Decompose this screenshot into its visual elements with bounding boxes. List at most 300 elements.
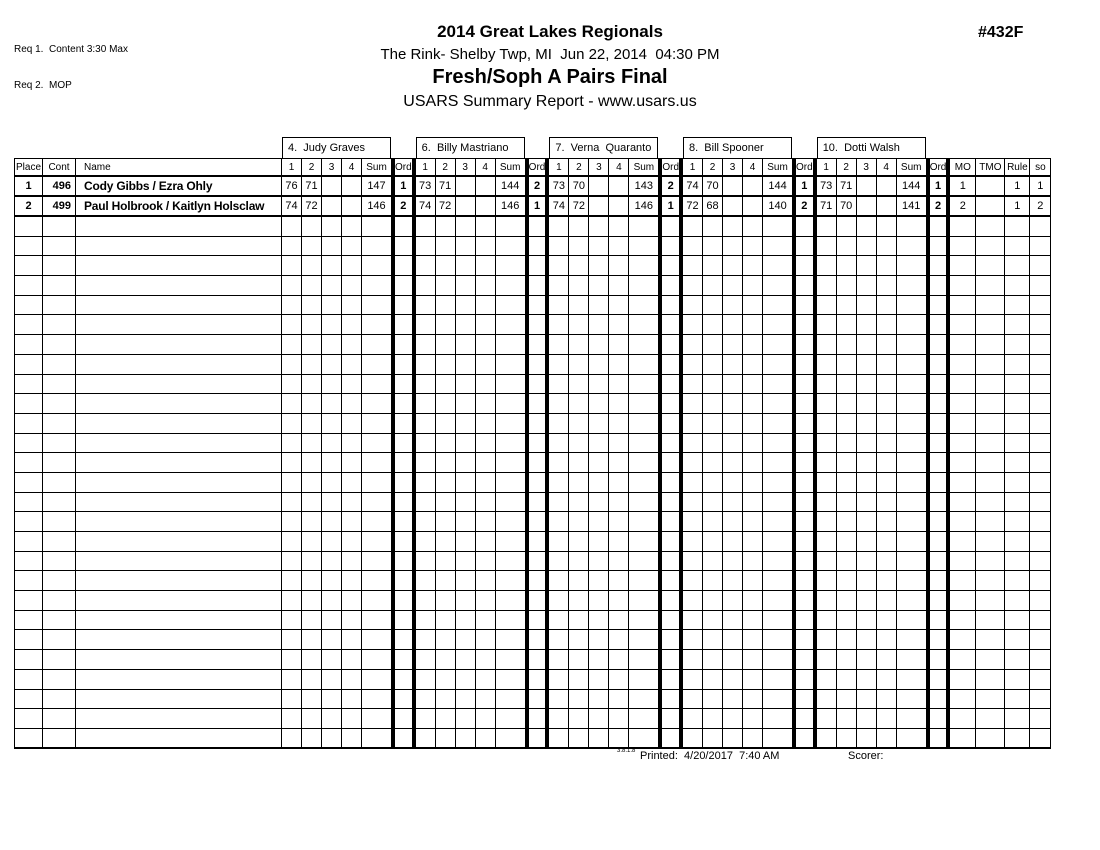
empty-ord-cell [926, 394, 951, 414]
empty-name-cell [76, 394, 282, 414]
empty-score-cell [723, 552, 743, 572]
empty-score-cell [476, 552, 496, 572]
judge-ord-gap [792, 137, 817, 158]
empty-sum-cell [362, 217, 391, 237]
empty-score-cell [302, 512, 322, 532]
empty-mo-cell [950, 315, 976, 335]
judge-name-header: 10. Dotti Walsh [817, 137, 926, 158]
empty-name-cell [76, 532, 282, 552]
ord-cell: 2 [926, 197, 951, 217]
empty-score-cell [416, 375, 436, 395]
empty-score-cell [857, 571, 877, 591]
empty-ord-cell [792, 552, 817, 572]
empty-score-cell [322, 571, 342, 591]
empty-name-cell [76, 729, 282, 749]
empty-so-cell [1030, 650, 1051, 670]
empty-place-cell [14, 355, 43, 375]
empty-score-cell [857, 414, 877, 434]
empty-score-cell [569, 591, 589, 611]
empty-sum-cell [362, 552, 391, 572]
empty-score-cell [723, 276, 743, 296]
empty-score-cell [456, 591, 476, 611]
empty-score-cell [416, 552, 436, 572]
empty-sum-cell [897, 591, 926, 611]
empty-so-cell [1030, 434, 1051, 454]
empty-name-cell [76, 690, 282, 710]
empty-ord-cell [658, 473, 683, 493]
empty-ord-cell [926, 276, 951, 296]
empty-row [14, 296, 1051, 316]
empty-score-cell [282, 315, 302, 335]
empty-score-cell [549, 552, 569, 572]
empty-score-cell [609, 217, 629, 237]
empty-score-cell [609, 709, 629, 729]
empty-score-cell [302, 571, 322, 591]
empty-score-cell [703, 375, 723, 395]
empty-sum-cell [496, 532, 525, 552]
empty-score-cell [703, 217, 723, 237]
empty-score-cell [703, 414, 723, 434]
empty-ord-cell [391, 414, 416, 434]
empty-score-cell [589, 650, 609, 670]
score-cell [743, 197, 763, 217]
empty-mo-cell [950, 591, 976, 611]
empty-score-cell [302, 453, 322, 473]
empty-score-cell [282, 355, 302, 375]
empty-score-cell [857, 729, 877, 749]
empty-score-cell [609, 630, 629, 650]
score-cell: 72 [683, 197, 703, 217]
empty-score-cell [857, 670, 877, 690]
empty-score-cell [282, 394, 302, 414]
empty-score-cell [743, 335, 763, 355]
empty-score-cell [342, 335, 362, 355]
score-cell [723, 197, 743, 217]
empty-score-cell [743, 512, 763, 532]
empty-score-cell [476, 394, 496, 414]
ord-cell: 1 [926, 177, 951, 197]
empty-score-cell [456, 256, 476, 276]
place-cell: 1 [14, 177, 43, 197]
empty-cont-cell [43, 552, 76, 572]
empty-ord-cell [792, 729, 817, 749]
empty-sum-cell [897, 512, 926, 532]
empty-tmo-cell [976, 611, 1005, 631]
score-cell: 68 [703, 197, 723, 217]
empty-so-cell [1030, 611, 1051, 631]
empty-ord-cell [926, 237, 951, 257]
empty-score-cell [302, 217, 322, 237]
empty-sum-cell [897, 729, 926, 749]
empty-mo-cell [950, 434, 976, 454]
sum-cell: 144 [763, 177, 792, 197]
empty-so-cell [1030, 217, 1051, 237]
empty-row [14, 276, 1051, 296]
empty-sum-cell [362, 276, 391, 296]
empty-sum-cell [496, 414, 525, 434]
col-header-4: 4 [476, 158, 496, 177]
empty-sum-cell [629, 571, 658, 591]
empty-row [14, 532, 1051, 552]
empty-ord-cell [792, 394, 817, 414]
empty-score-cell [683, 670, 703, 690]
empty-score-cell [342, 571, 362, 591]
empty-ord-cell [792, 611, 817, 631]
ord-cell: 1 [658, 197, 683, 217]
version-text: 3.8.1.8 [617, 748, 636, 754]
empty-tmo-cell [976, 414, 1005, 434]
empty-cont-cell [43, 532, 76, 552]
empty-ord-cell [391, 473, 416, 493]
rule-cell: 1 [1005, 197, 1030, 217]
empty-score-cell [743, 493, 763, 513]
empty-score-cell [589, 512, 609, 532]
empty-score-cell [837, 276, 857, 296]
empty-score-cell [817, 512, 837, 532]
empty-score-cell [569, 315, 589, 335]
empty-score-cell [302, 375, 322, 395]
empty-cont-cell [43, 709, 76, 729]
empty-score-cell [569, 237, 589, 257]
empty-sum-cell [629, 630, 658, 650]
empty-sum-cell [897, 630, 926, 650]
empty-score-cell [322, 355, 342, 375]
empty-name-cell [76, 335, 282, 355]
empty-ord-cell [391, 512, 416, 532]
empty-sum-cell [362, 296, 391, 316]
empty-score-cell [703, 512, 723, 532]
score-cell: 71 [817, 197, 837, 217]
score-cell: 74 [416, 197, 436, 217]
empty-ord-cell [391, 276, 416, 296]
empty-score-cell [282, 493, 302, 513]
empty-score-cell [743, 591, 763, 611]
empty-ord-cell [525, 237, 550, 257]
empty-place-cell [14, 630, 43, 650]
empty-score-cell [723, 296, 743, 316]
empty-score-cell [857, 512, 877, 532]
empty-score-cell [282, 434, 302, 454]
score-cell [857, 197, 877, 217]
empty-score-cell [683, 473, 703, 493]
empty-sum-cell [496, 571, 525, 591]
judge-name-header: 4. Judy Graves [282, 137, 391, 158]
empty-rule-cell [1005, 473, 1030, 493]
empty-score-cell [683, 571, 703, 591]
empty-place-cell [14, 276, 43, 296]
empty-score-cell [476, 729, 496, 749]
empty-score-cell [569, 611, 589, 631]
empty-sum-cell [897, 611, 926, 631]
empty-rule-cell [1005, 709, 1030, 729]
empty-sum-cell [629, 611, 658, 631]
empty-score-cell [436, 630, 456, 650]
empty-so-cell [1030, 493, 1051, 513]
empty-place-cell [14, 256, 43, 276]
empty-score-cell [589, 296, 609, 316]
empty-row [14, 217, 1051, 237]
empty-sum-cell [629, 237, 658, 257]
empty-place-cell [14, 650, 43, 670]
empty-cont-cell [43, 512, 76, 532]
empty-score-cell [589, 217, 609, 237]
empty-mo-cell [950, 493, 976, 513]
empty-sum-cell [763, 670, 792, 690]
cont-cell: 499 [43, 197, 76, 217]
empty-rule-cell [1005, 394, 1030, 414]
empty-place-cell [14, 414, 43, 434]
empty-sum-cell [763, 256, 792, 276]
empty-score-cell [302, 552, 322, 572]
empty-sum-cell [763, 709, 792, 729]
empty-cont-cell [43, 276, 76, 296]
score-cell [476, 177, 496, 197]
empty-tmo-cell [976, 434, 1005, 454]
empty-sum-cell [362, 709, 391, 729]
empty-row [14, 394, 1051, 414]
empty-score-cell [589, 394, 609, 414]
empty-score-cell [817, 296, 837, 316]
empty-mo-cell [950, 650, 976, 670]
empty-mo-cell [950, 630, 976, 650]
score-cell [456, 177, 476, 197]
empty-score-cell [683, 591, 703, 611]
empty-score-cell [817, 394, 837, 414]
empty-sum-cell [763, 493, 792, 513]
empty-cont-cell [43, 375, 76, 395]
empty-ord-cell [391, 591, 416, 611]
empty-rule-cell [1005, 690, 1030, 710]
empty-score-cell [857, 237, 877, 257]
empty-so-cell [1030, 709, 1051, 729]
empty-sum-cell [496, 512, 525, 532]
empty-score-cell [743, 453, 763, 473]
empty-score-cell [476, 690, 496, 710]
col-header-cont: Cont [43, 158, 76, 177]
empty-cont-cell [43, 473, 76, 493]
empty-score-cell [456, 552, 476, 572]
empty-score-cell [857, 611, 877, 631]
empty-sum-cell [362, 414, 391, 434]
empty-sum-cell [629, 434, 658, 454]
title-block [0, 22, 1100, 111]
empty-score-cell [743, 414, 763, 434]
empty-sum-cell [362, 690, 391, 710]
empty-tmo-cell [976, 375, 1005, 395]
score-cell: 71 [436, 177, 456, 197]
empty-score-cell [569, 473, 589, 493]
empty-score-cell [549, 709, 569, 729]
empty-cont-cell [43, 729, 76, 749]
empty-score-cell [282, 256, 302, 276]
empty-score-cell [569, 434, 589, 454]
empty-sum-cell [496, 473, 525, 493]
empty-ord-cell [391, 355, 416, 375]
empty-score-cell [723, 591, 743, 611]
empty-tmo-cell [976, 630, 1005, 650]
empty-name-cell [76, 571, 282, 591]
so-cell: 1 [1030, 177, 1051, 197]
empty-place-cell [14, 453, 43, 473]
empty-ord-cell [926, 473, 951, 493]
col-header-sum: Sum [763, 158, 792, 177]
empty-score-cell [569, 552, 589, 572]
empty-ord-cell [525, 276, 550, 296]
empty-score-cell [302, 434, 322, 454]
empty-score-cell [837, 611, 857, 631]
empty-sum-cell [897, 355, 926, 375]
judge-ord-gap [391, 137, 416, 158]
empty-score-cell [302, 591, 322, 611]
empty-ord-cell [391, 256, 416, 276]
empty-so-cell [1030, 630, 1051, 650]
empty-sum-cell [763, 571, 792, 591]
empty-score-cell [609, 473, 629, 493]
empty-score-cell [743, 473, 763, 493]
empty-score-cell [857, 532, 877, 552]
empty-name-cell [76, 611, 282, 631]
empty-score-cell [282, 591, 302, 611]
empty-score-cell [456, 315, 476, 335]
empty-score-cell [416, 611, 436, 631]
empty-ord-cell [658, 296, 683, 316]
empty-score-cell [743, 394, 763, 414]
empty-ord-cell [658, 650, 683, 670]
empty-cont-cell [43, 296, 76, 316]
empty-cont-cell [43, 315, 76, 335]
empty-score-cell [569, 355, 589, 375]
empty-score-cell [877, 256, 897, 276]
empty-score-cell [416, 335, 436, 355]
empty-sum-cell [897, 453, 926, 473]
empty-score-cell [282, 611, 302, 631]
empty-cont-cell [43, 650, 76, 670]
empty-ord-cell [525, 256, 550, 276]
empty-sum-cell [629, 729, 658, 749]
score-cell: 72 [302, 197, 322, 217]
ord-cell: 1 [525, 197, 550, 217]
empty-score-cell [877, 473, 897, 493]
empty-score-cell [302, 493, 322, 513]
empty-row [14, 434, 1051, 454]
empty-ord-cell [391, 552, 416, 572]
empty-ord-cell [391, 532, 416, 552]
empty-score-cell [322, 375, 342, 395]
empty-score-cell [837, 512, 857, 532]
empty-score-cell [569, 394, 589, 414]
empty-score-cell [837, 434, 857, 454]
score-cell [877, 197, 897, 217]
empty-score-cell [322, 414, 342, 434]
empty-sum-cell [362, 453, 391, 473]
empty-sum-cell [897, 493, 926, 513]
empty-ord-cell [926, 355, 951, 375]
empty-rule-cell [1005, 630, 1030, 650]
empty-score-cell [703, 729, 723, 749]
req-line-2: Req 2. MOP [14, 80, 72, 91]
judge-name-header: 7. Verna Quaranto [549, 137, 658, 158]
empty-score-cell [342, 532, 362, 552]
empty-score-cell [569, 453, 589, 473]
empty-score-cell [436, 729, 456, 749]
empty-score-cell [817, 414, 837, 434]
empty-row [14, 729, 1051, 749]
empty-score-cell [416, 512, 436, 532]
empty-row [14, 256, 1051, 276]
empty-ord-cell [525, 650, 550, 670]
empty-ord-cell [792, 256, 817, 276]
empty-score-cell [857, 630, 877, 650]
empty-ord-cell [658, 512, 683, 532]
empty-ord-cell [658, 453, 683, 473]
empty-score-cell [282, 473, 302, 493]
empty-score-cell [549, 414, 569, 434]
empty-score-cell [877, 552, 897, 572]
empty-rule-cell [1005, 670, 1030, 690]
empty-score-cell [683, 414, 703, 434]
empty-ord-cell [658, 532, 683, 552]
empty-sum-cell [763, 611, 792, 631]
empty-ord-cell [391, 690, 416, 710]
empty-score-cell [743, 690, 763, 710]
col-header-1: 1 [416, 158, 436, 177]
empty-tmo-cell [976, 552, 1005, 572]
empty-sum-cell [629, 690, 658, 710]
empty-score-cell [589, 276, 609, 296]
empty-name-cell [76, 355, 282, 375]
empty-score-cell [589, 690, 609, 710]
empty-name-cell [76, 237, 282, 257]
empty-score-cell [589, 729, 609, 749]
ord-cell: 2 [525, 177, 550, 197]
score-cell: 73 [817, 177, 837, 197]
empty-score-cell [436, 453, 456, 473]
empty-tmo-cell [976, 532, 1005, 552]
empty-score-cell [683, 532, 703, 552]
empty-ord-cell [525, 434, 550, 454]
empty-ord-cell [658, 355, 683, 375]
empty-score-cell [569, 296, 589, 316]
empty-score-cell [302, 237, 322, 257]
empty-score-cell [456, 690, 476, 710]
empty-score-cell [857, 690, 877, 710]
empty-name-cell [76, 650, 282, 670]
empty-score-cell [877, 571, 897, 591]
empty-score-cell [743, 375, 763, 395]
empty-score-cell [436, 552, 456, 572]
empty-score-cell [436, 473, 456, 493]
empty-ord-cell [391, 611, 416, 631]
empty-ord-cell [391, 729, 416, 749]
empty-score-cell [302, 690, 322, 710]
empty-score-cell [436, 709, 456, 729]
empty-score-cell [703, 394, 723, 414]
empty-sum-cell [897, 473, 926, 493]
empty-rule-cell [1005, 453, 1030, 473]
empty-score-cell [282, 571, 302, 591]
scorer-label: Scorer: [848, 750, 884, 762]
empty-score-cell [436, 237, 456, 257]
empty-ord-cell [658, 571, 683, 591]
empty-ord-cell [926, 690, 951, 710]
judge-ord-gap [926, 137, 951, 158]
empty-score-cell [322, 256, 342, 276]
empty-row [14, 709, 1051, 729]
score-cell: 74 [549, 197, 569, 217]
empty-score-cell [569, 256, 589, 276]
empty-sum-cell [897, 532, 926, 552]
name-cell: Cody Gibbs / Ezra Ohly [76, 177, 282, 197]
